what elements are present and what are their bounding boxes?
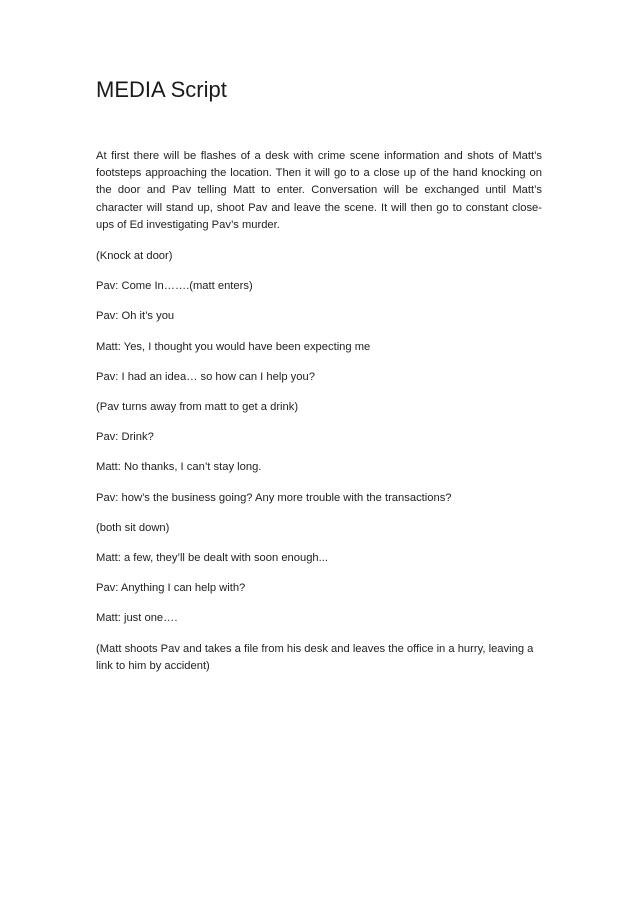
- document-page: [96, 76, 542, 675]
- script-line: Pav: Oh it’s you: [96, 310, 175, 323]
- script-line: Pav: how’s the business going? Any more trouble with the transactions?: [96, 491, 452, 504]
- script-line: Matt: No thanks, I can’t stay long.: [96, 461, 262, 474]
- script-line: (Matt shoots Pav and takes a file from his desk and leaves the office in a hurry, leaving a link to him by accident): [96, 642, 534, 672]
- script-line: Pav: Drink?: [96, 431, 154, 444]
- script-line: Matt: a few, they’ll be dealt with soon enough...: [96, 552, 328, 565]
- script-line: Matt: just one….: [96, 612, 178, 625]
- document-title: MEDIA Script: [96, 77, 227, 102]
- script-line: Pav: Come In…….(matt enters): [96, 280, 253, 293]
- script-line: Pav: I had an idea… so how can I help you?: [96, 370, 315, 383]
- script-line: (Pav turns away from matt to get a drink): [96, 401, 299, 414]
- script-line: (both sit down): [96, 521, 170, 534]
- script-lines: [96, 248, 542, 675]
- intro-paragraph: At first there will be flashes of a desk with crime scene information and shots of Matt’s footsteps approaching the location. Then it will go to a close up of the hand knocking on the door and Pav telling Matt to enter. Conversation will be exchanged until Matt’s character will stand up, shoot Pav and leave the scene. It will then go to constant close-ups of Ed investigating Pav’s murder.: [96, 150, 542, 231]
- script-line: (Knock at door): [96, 250, 173, 263]
- script-line: Matt: Yes, I thought you would have been expecting me: [96, 340, 371, 353]
- script-line: Pav: Anything I can help with?: [96, 582, 246, 595]
